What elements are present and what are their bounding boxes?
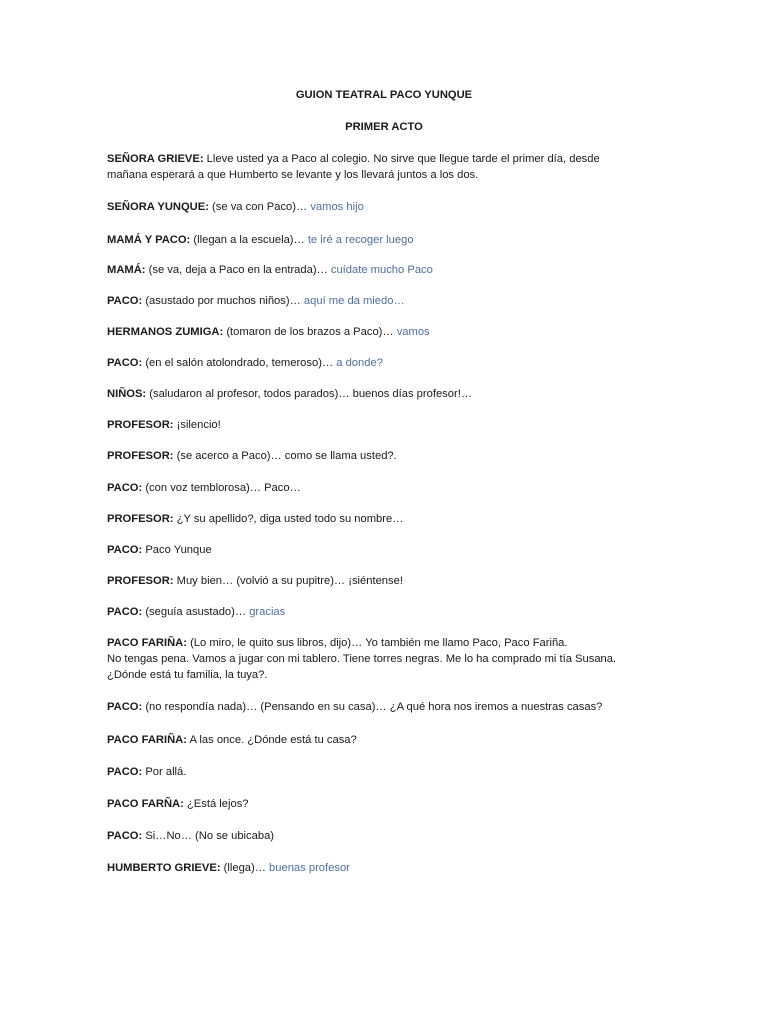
script-line: [107, 635, 687, 651]
speaker: SEÑORA GRIEVE:: [107, 153, 204, 165]
script-line: [107, 651, 687, 667]
script-line: [107, 417, 687, 433]
speaker: PACO FARÑA:: [107, 798, 184, 810]
script-line: [107, 293, 687, 309]
dialogue: vamos hijo: [310, 201, 364, 213]
script-line: [107, 699, 687, 715]
dialogue: a donde?: [336, 357, 383, 369]
speaker: PACO:: [107, 606, 143, 618]
dialogue: buenas profesor: [269, 862, 350, 874]
script-line: [107, 232, 687, 248]
stage-text: (se va, deja a Paco en la entrada)…: [145, 264, 331, 276]
script-line: [107, 732, 687, 748]
script-line: [107, 796, 687, 812]
stage-text: (saludaron al profesor, todos parados)… buenos días profesor!…: [146, 388, 473, 400]
speaker: PACO:: [107, 482, 143, 494]
script-line: [107, 324, 687, 340]
stage-text: ¿Y su apellido?, diga usted todo su nombre…: [173, 513, 404, 525]
script-line: [107, 511, 687, 527]
script-line: [107, 667, 687, 683]
speaker: PACO:: [107, 701, 143, 713]
speaker: SEÑORA YUNQUE:: [107, 201, 209, 213]
stage-text: (tomaron de los brazos a Paco)…: [223, 326, 397, 338]
script-line: [107, 542, 687, 558]
speaker: PROFESOR:: [107, 513, 174, 525]
speaker: PROFESOR:: [107, 450, 174, 462]
script-line: [107, 828, 687, 844]
stage-text: (Lo miro, le quito sus libros, dijo)… Yo también me llamo Paco, Paco Fariña.: [186, 637, 568, 649]
speaker: PACO:: [107, 295, 143, 307]
stage-text: Paco Yunque: [142, 544, 212, 556]
stage-text: No tengas pena. Vamos a jugar con mi tablero. Tiene torres negras. Me lo ha comprado mi tía Susana.: [107, 653, 617, 665]
speaker: MAMÁ:: [107, 264, 146, 276]
script-line: [107, 604, 687, 620]
dialogue: aquí me da miedo…: [303, 295, 405, 307]
stage-text: mañana esperará a que Humberto se levante y los llevará juntos a los dos.: [107, 169, 479, 181]
stage-text: (seguía asustado)…: [142, 606, 250, 618]
speaker: PACO:: [107, 766, 143, 778]
dialogue: gracias: [249, 606, 286, 618]
script-line: [107, 860, 687, 876]
stage-text: (se va con Paco)…: [208, 201, 311, 213]
stage-text: A las once. ¿Dónde está tu casa?: [186, 734, 357, 746]
script-line: [107, 199, 687, 215]
dialogue: vamos: [396, 326, 430, 338]
speaker: PACO:: [107, 830, 143, 842]
stage-text: Muy bien… (volvió a su pupitre)… ¡siéntense!: [173, 575, 403, 587]
script-line: [107, 167, 687, 183]
stage-text: Por allá.: [142, 766, 187, 778]
script-line: [107, 262, 687, 278]
speaker: MAMÁ Y PACO:: [107, 234, 191, 246]
dialogue: cuídate mucho Paco: [330, 264, 433, 276]
script-line: [107, 573, 687, 589]
speaker: PROFESOR:: [107, 419, 174, 431]
script-line: [107, 448, 687, 464]
stage-text: (no respondía nada)… (Pensando en su casa)… ¿A qué hora nos iremos a nuestras casas?: [142, 701, 603, 713]
dialogue: te iré a recoger luego: [307, 234, 414, 246]
stage-text: (asustado por muchos niños)…: [142, 295, 304, 307]
document-title: GUION TEATRAL PACO YUNQUE: [295, 89, 473, 101]
stage-text: (con voz temblorosa)… Paco…: [142, 482, 301, 494]
stage-text: ¡silencio!: [173, 419, 221, 431]
speaker: PACO:: [107, 544, 143, 556]
speaker: PACO:: [107, 357, 143, 369]
speaker: HERMANOS ZUMIGA:: [107, 326, 224, 338]
script-line: [107, 355, 687, 371]
stage-text: Lleve usted ya a Paco al colegio. No sirve que llegue tarde el primer día, desde: [203, 153, 600, 165]
script-line: [107, 764, 687, 780]
script-line: [107, 480, 687, 496]
script-line: [107, 151, 687, 167]
stage-text: ¿Está lejos?: [183, 798, 249, 810]
speaker: PACO FARIÑA:: [107, 734, 187, 746]
stage-text: (llegan a la escuela)…: [190, 234, 308, 246]
script-line: [107, 386, 687, 402]
speaker: PROFESOR:: [107, 575, 174, 587]
stage-text: ¿Dónde está tu familia, la tuya?.: [107, 669, 268, 681]
act-heading: PRIMER ACTO: [345, 121, 423, 133]
speaker: HUMBERTO GRIEVE:: [107, 862, 221, 874]
stage-text: (llega)…: [220, 862, 270, 874]
speaker: PACO FARIÑA:: [107, 637, 187, 649]
stage-text: Si…No… (No se ubicaba): [142, 830, 275, 842]
speaker: NIÑOS:: [107, 388, 147, 400]
stage-text: (se acerco a Paco)… como se llama usted?.: [173, 450, 397, 462]
stage-text: (en el salón atolondrado, temeroso)…: [142, 357, 337, 369]
